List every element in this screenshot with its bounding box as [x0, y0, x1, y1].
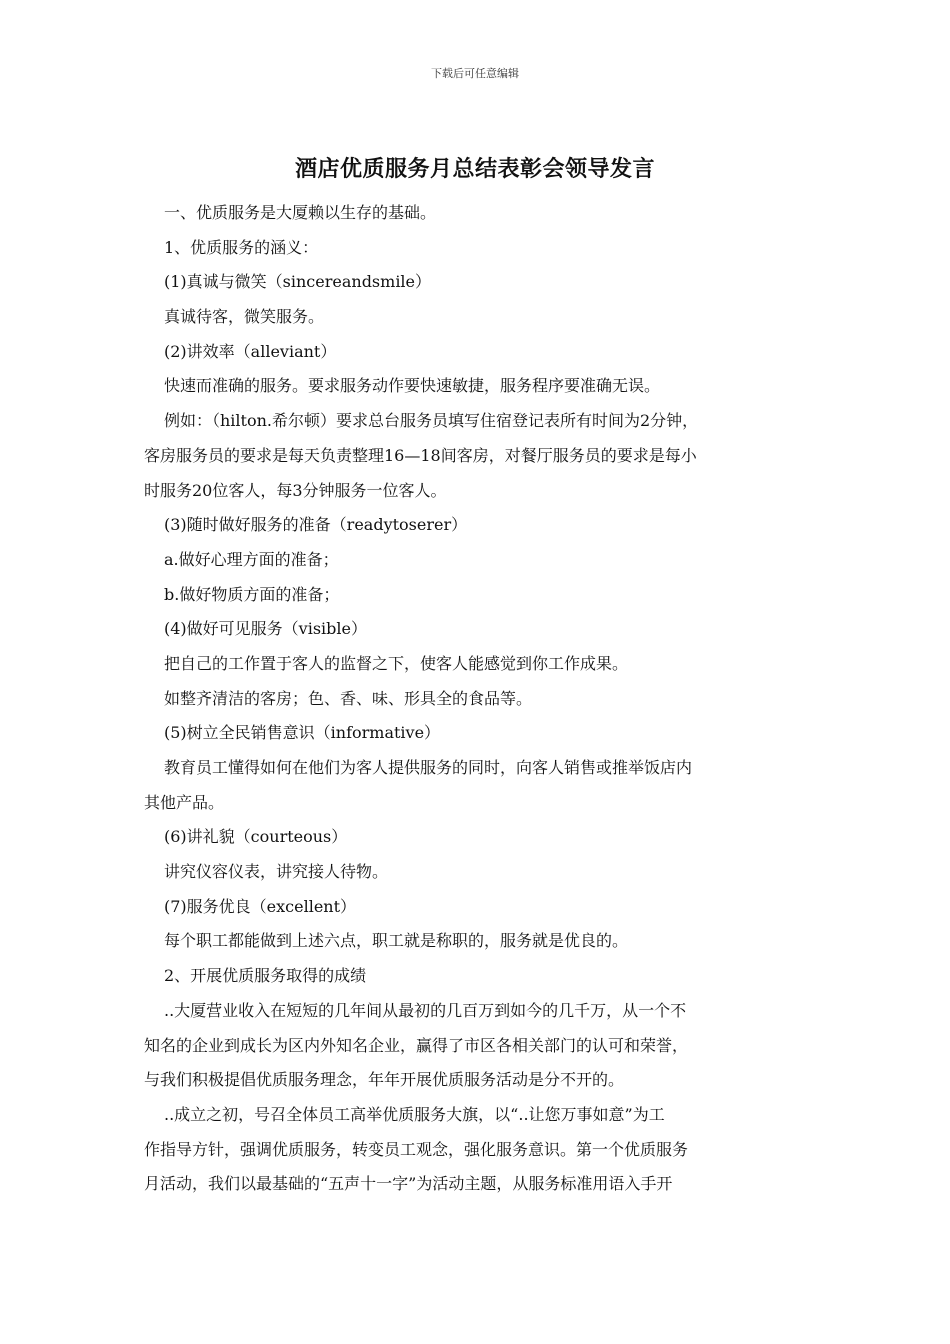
paragraph-line: 1、优质服务的涵义：	[164, 237, 319, 257]
paragraph-line: 与我们积极提倡优质服务理念，年年开展优质服务活动是分不开的。	[144, 1070, 625, 1090]
paragraph-line: 知名的企业到成长为区内外知名企业，赢得了市区各相关部门的认可和荣誉，	[144, 1035, 689, 1055]
paragraph-line: 如整齐清洁的客房；色、香、味、形具全的食品等。	[164, 688, 533, 708]
paragraph-line: 把自己的工作置于客人的监督之下，使客人能感觉到你工作成果。	[164, 653, 629, 673]
paragraph-line: ..大厦营业收入在短短的几年间从最初的几百万到如今的几千万，从一个不	[164, 1000, 687, 1020]
paragraph-line: 例如：（hilton.希尔顿）要求总台服务员填写住宿登记表所有时间为2分钟，	[164, 411, 699, 431]
paragraph-line: (1)真诚与微笑（sincereandsmile）	[164, 272, 432, 292]
paragraph-line: ..成立之初，号召全体员工高举优质服务大旗，以“..让您万事如意”为工	[164, 1104, 665, 1124]
document-title: 酒店优质服务月总结表彰会领导发言	[294, 157, 655, 182]
paragraph-line: (3)随时做好服务的准备（readytoserer）	[164, 515, 468, 535]
paragraph-line: 月活动，我们以最基础的“五声十一字”为活动主题，从服务标准用语入手开	[144, 1174, 673, 1194]
paragraph-line: (6)讲礼貌（courteous）	[164, 827, 348, 847]
paragraph-line: 讲究仪容仪表，讲究接人待物。	[164, 862, 389, 882]
paragraph-line: (5)树立全民销售意识（informative）	[164, 723, 441, 743]
paragraph-line: 每个职工都能做到上述六点，职工就是称职的，服务就是优良的。	[164, 931, 629, 951]
paragraph-line: 教育员工懂得如何在他们为客人提供服务的同时，向客人销售或推举饭店内	[164, 758, 693, 777]
paragraph-line: 其他产品。	[144, 792, 225, 812]
paragraph-line: (4)做好可见服务（visible）	[164, 619, 367, 639]
paragraph-line: b.做好物质方面的准备；	[164, 584, 340, 604]
paragraph-line: 快速而准确的服务。要求服务动作要快速敏捷，服务程序要准确无误。	[164, 376, 661, 396]
paragraph-line: 作指导方针，强调优质服务，转变员工观念，强化服务意识。第一个优质服务	[144, 1139, 689, 1159]
paragraph-line: 客房服务员的要求是每天负责整理16—18间客房，对餐厅服务员的要求是每小	[144, 445, 697, 465]
paragraph-line: 时服务20位客人，每3分钟服务一位客人。	[144, 480, 447, 500]
paragraph-line: 真诚待客，微笑服务。	[164, 307, 325, 327]
header-note: 下载后可任意编辑	[431, 67, 519, 80]
paragraph-line: 2、开展优质服务取得的成绩	[164, 966, 367, 986]
document-body	[144, 196, 810, 1202]
paragraph-line: (7)服务优良（excellent）	[164, 896, 357, 916]
paragraph-line: 一、优质服务是大厦赖以生存的基础。	[164, 203, 437, 222]
paragraph-line: a.做好心理方面的准备；	[164, 549, 339, 569]
paragraph-line: (2)讲效率（alleviant）	[164, 341, 337, 361]
